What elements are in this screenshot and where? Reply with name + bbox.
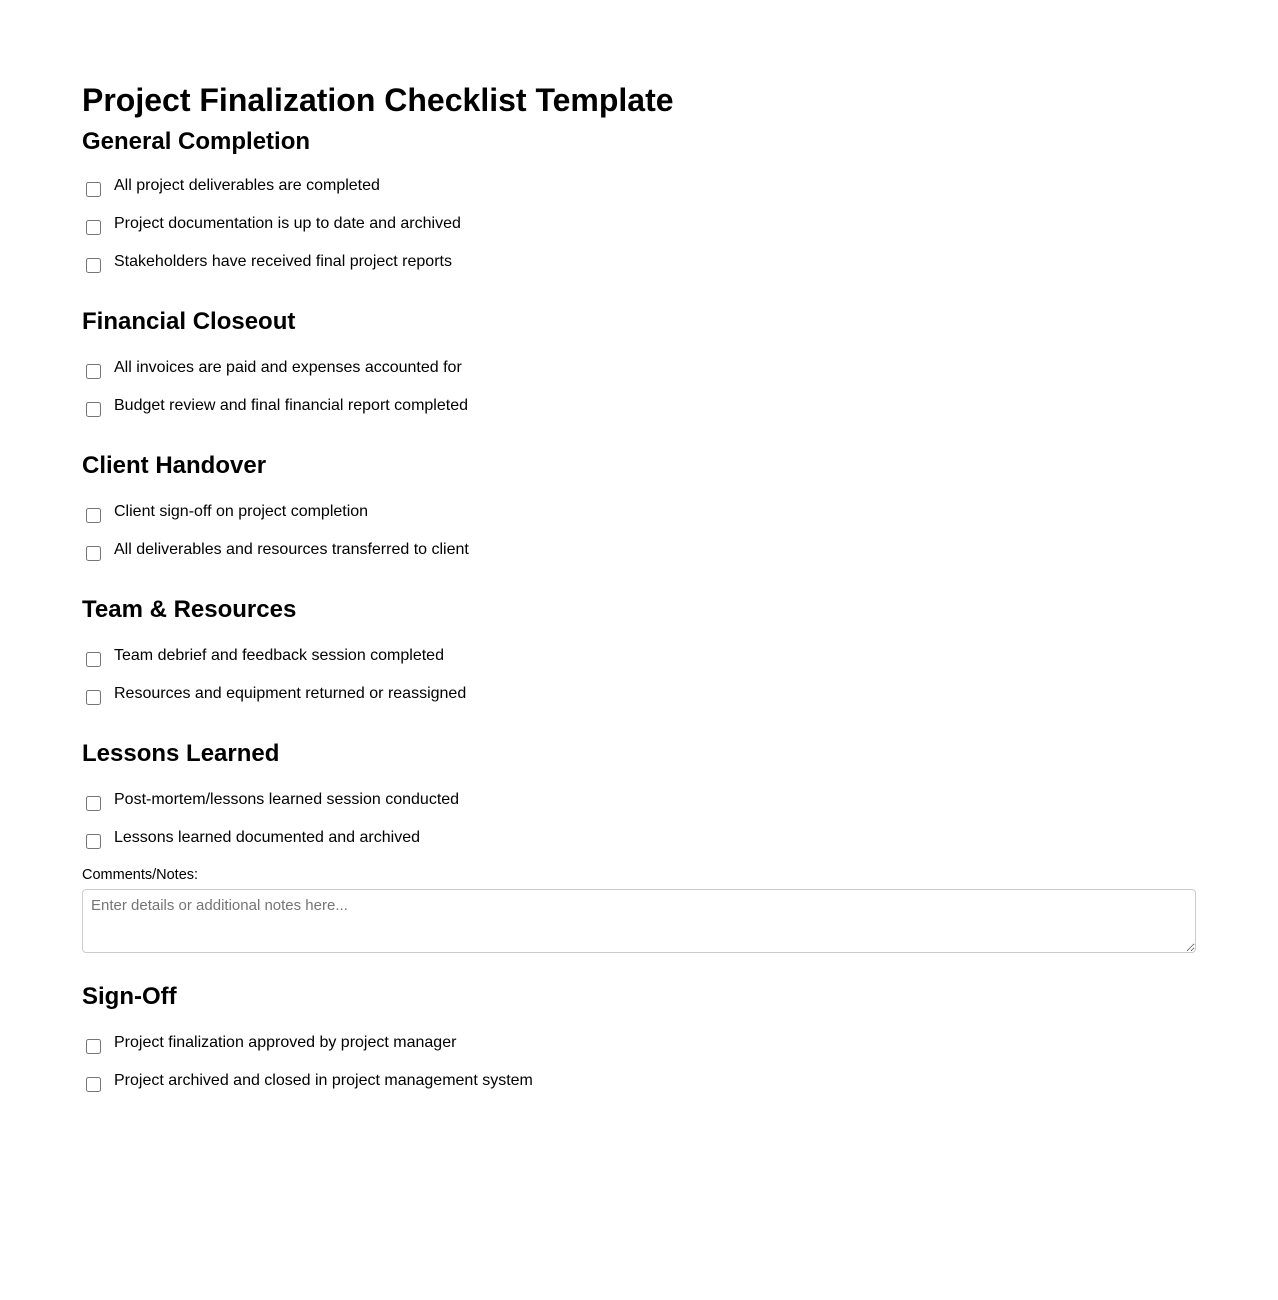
checklist-items — [82, 782, 1196, 858]
checkbox-pm-approved[interactable] — [86, 1039, 101, 1054]
checklist-items — [82, 1025, 1196, 1101]
checklist-item — [82, 782, 1196, 820]
checkbox-lessons-documented[interactable] — [86, 834, 101, 849]
notes-label: Comments/Notes: — [82, 867, 199, 883]
checklist-item-label[interactable]: Lessons learned documented and archived — [114, 828, 420, 846]
notes-textarea[interactable] — [82, 889, 1196, 953]
checkbox-client-signoff[interactable] — [86, 508, 101, 523]
checkbox-stakeholder-reports[interactable] — [86, 258, 101, 273]
checklist-item — [82, 168, 1196, 206]
section-lessons-learned — [82, 740, 1196, 953]
checklist-item — [82, 820, 1196, 858]
checkbox-invoices-paid[interactable] — [86, 364, 101, 379]
checkbox-documentation-archived[interactable] — [86, 220, 101, 235]
checklist-item-label[interactable]: Stakeholders have received final project reports — [114, 252, 452, 270]
checklist-item — [82, 1025, 1196, 1063]
checklist-item-label[interactable]: Project archived and closed in project management system — [114, 1071, 533, 1089]
checklist-items — [82, 168, 1196, 282]
checklist-item — [82, 206, 1196, 244]
checklist-item-label[interactable]: Client sign-off on project completion — [114, 502, 369, 520]
checkbox-budget-review[interactable] — [86, 402, 101, 417]
checkbox-resources-returned[interactable] — [86, 690, 101, 705]
checklist-item-label[interactable]: Project documentation is up to date and archived — [114, 214, 461, 232]
checklist-item-label[interactable]: Project finalization approved by project manager — [114, 1033, 457, 1051]
checklist-item-label[interactable]: All invoices are paid and expenses accounted for — [114, 358, 462, 376]
checklist-item — [82, 676, 1196, 714]
checklist-items — [82, 638, 1196, 714]
checklist-item — [82, 244, 1196, 282]
checklist-item-label[interactable]: Post-mortem/lessons learned session conducted — [114, 790, 460, 808]
checklist-items — [82, 350, 1196, 426]
section-general-completion — [82, 128, 1196, 282]
section-heading: General Completion — [82, 128, 311, 155]
checklist-item — [82, 388, 1196, 426]
section-heading: Sign-Off — [82, 983, 177, 1010]
section-heading: Financial Closeout — [82, 308, 296, 335]
checklist-item — [82, 532, 1196, 570]
checkbox-deliverables-completed[interactable] — [86, 182, 101, 197]
checkbox-postmortem-conducted[interactable] — [86, 796, 101, 811]
checklist-item — [82, 350, 1196, 388]
checkbox-project-archived[interactable] — [86, 1077, 101, 1092]
section-heading: Team & Resources — [82, 596, 297, 623]
checklist-items — [82, 494, 1196, 570]
checklist-item-label[interactable]: Budget review and final financial report completed — [114, 396, 468, 414]
section-heading: Client Handover — [82, 452, 267, 479]
section-financial-closeout — [82, 308, 1196, 426]
checkbox-deliverables-transferred[interactable] — [86, 546, 101, 561]
section-sign-off — [82, 983, 1196, 1101]
checklist-item — [82, 1063, 1196, 1101]
section-client-handover — [82, 452, 1196, 570]
checklist-item — [82, 638, 1196, 676]
checklist-item-label[interactable]: Team debrief and feedback session completed — [114, 646, 444, 664]
section-heading: Lessons Learned — [82, 740, 280, 767]
checklist-item-label[interactable]: All project deliverables are completed — [114, 176, 380, 194]
checklist-item-label[interactable]: Resources and equipment returned or reassigned — [114, 684, 467, 702]
checklist-item-label[interactable]: All deliverables and resources transferred to client — [114, 540, 469, 558]
page-title: Project Finalization Checklist Template — [82, 82, 674, 118]
checklist-item — [82, 494, 1196, 532]
checkbox-team-debrief[interactable] — [86, 652, 101, 667]
section-team-resources — [82, 596, 1196, 714]
